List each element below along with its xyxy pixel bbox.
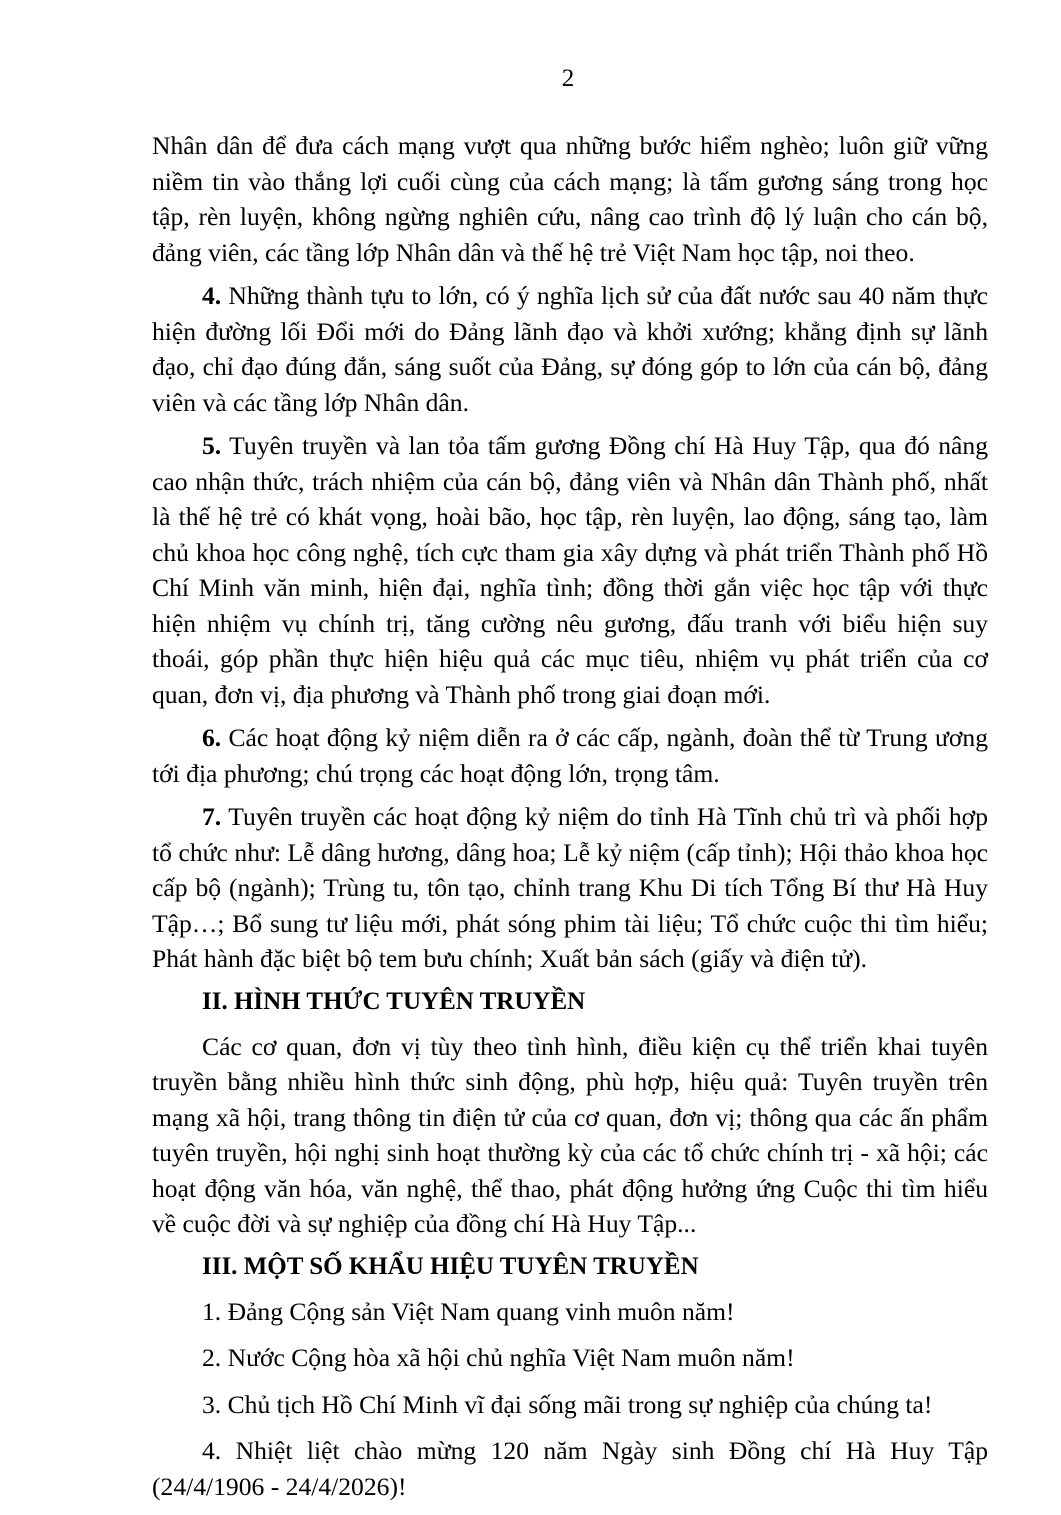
item-number: 5.	[202, 431, 222, 460]
page-number: 2	[561, 65, 575, 92]
item-4-paragraph	[152, 278, 988, 420]
slogan-item: 1. Đảng Cộng sản Việt Nam quang vinh muôn năm!	[202, 1296, 735, 1326]
item-7-paragraph	[152, 799, 988, 977]
slogan-item: 2. Nước Cộng hòa xã hội chủ nghĩa Việt Nam muôn năm!	[202, 1343, 795, 1372]
section-2-paragraph: Các cơ quan, đơn vị tùy theo tình hình, điều kiện cụ thể triển khai tuyên truyền bằng nhiều hình thức sinh động, phù hợp, hiệu quả: Tuyên truyền trên mạng xã hội, trang thông tin điện tử của cơ quan, đơn vị; thông qua các ấn phẩm tuyên truyền, hội nghị sinh hoạt thường kỳ của các tổ chức chính trị - xã hội; các hoạt động văn hóa, văn nghệ, thể thao, phát động hưởng ứng Cuộc thi tìm hiểu về cuộc đời và sự nghiệp của đồng chí Hà Huy Tập...	[152, 1031, 988, 1238]
intro-paragraph: Nhân dân để đưa cách mạng vượt qua những bước hiểm nghèo; luôn giữ vững niềm tin vào thắng lợi cuối cùng của cách mạng; là tấm gương sáng trong học tập, rèn luyện, không ngừng nghiên cứu, nâng cao trình độ lý luận cho cán bộ, đảng viên, các tầng lớp Nhân dân và thế hệ trẻ Việt Nam học tập, noi theo.	[152, 131, 988, 267]
slogan-item: 4. Nhiệt liệt chào mừng 120 năm Ngày sinh Đồng chí Hà Huy Tập (24/4/1906 - 24/4/2026)!	[152, 1436, 988, 1501]
item-6-paragraph	[152, 720, 988, 791]
item-number: 4.	[202, 281, 222, 310]
section-3-heading: III. MỘT SỐ KHẨU HIỆU TUYÊN TRUYỀN	[202, 1252, 699, 1280]
document-body	[152, 128, 988, 1515]
item-text: Các hoạt động kỷ niệm diễn ra ở các cấp, ngành, đoàn thể từ Trung ương tới địa phương; chú trọng các hoạt động lớn, trọng tâm.	[152, 723, 988, 788]
slogan-item: 3. Chủ tịch Hồ Chí Minh vĩ đại sống mãi trong sự nghiệp của chúng ta!	[202, 1389, 933, 1419]
item-text: Những thành tựu to lớn, có ý nghĩa lịch sử của đất nước sau 40 năm thực hiện đường lối Đổi mới do Đảng lãnh đạo và khởi xướng; khẳng định sự lãnh đạo, chỉ đạo đúng đắn, sáng suốt của Đảng, sự đóng góp to lớn của cán bộ, đảng viên và các tầng lớp Nhân dân.	[152, 281, 988, 417]
item-5-paragraph	[152, 428, 988, 712]
item-text: Tuyên truyền và lan tỏa tấm gương Đồng chí Hà Huy Tập, qua đó nâng cao nhận thức, trách nhiệm của cán bộ, đảng viên và Nhân dân Thành phố, nhất là thế hệ trẻ có khát vọng, hoài bão, học tập, rèn luyện, lao động, sáng tạo, làm chủ khoa học công nghệ, tích cực tham gia xây dựng và phát triển Thành phố Hồ Chí Minh văn minh, hiện đại, nghĩa tình; đồng thời gắn việc học tập với thực hiện nhiệm vụ chính trị, tăng cường nêu gương, đấu tranh với biểu hiện suy thoái, góp phần thực hiện hiệu quả các mục tiêu, nhiệm vụ phát triển của cơ quan, đơn vị, địa phương và Thành phố trong giai đoạn mới.	[152, 431, 988, 709]
section-2-heading: II. HÌNH THỨC TUYÊN TRUYỀN	[202, 987, 586, 1015]
item-number: 6.	[202, 723, 222, 752]
item-number: 7.	[202, 802, 222, 831]
item-text: Tuyên truyền các hoạt động kỷ niệm do tỉnh Hà Tĩnh chủ trì và phối hợp tổ chức như: Lễ dâng hương, dâng hoa; Lễ kỷ niệm (cấp tỉnh); Hội thảo khoa học cấp bộ (ngành); Trùng tu, tôn tạo, chỉnh trang Khu Di tích Tổng Bí thư Hà Huy Tập…; Bổ sung tư liệu mới, phát sóng phim tài liệu; Tổ chức cuộc thi tìm hiểu; Phát hành đặc biệt bộ tem bưu chính; Xuất bản sách (giấy và điện tử).	[152, 802, 989, 973]
